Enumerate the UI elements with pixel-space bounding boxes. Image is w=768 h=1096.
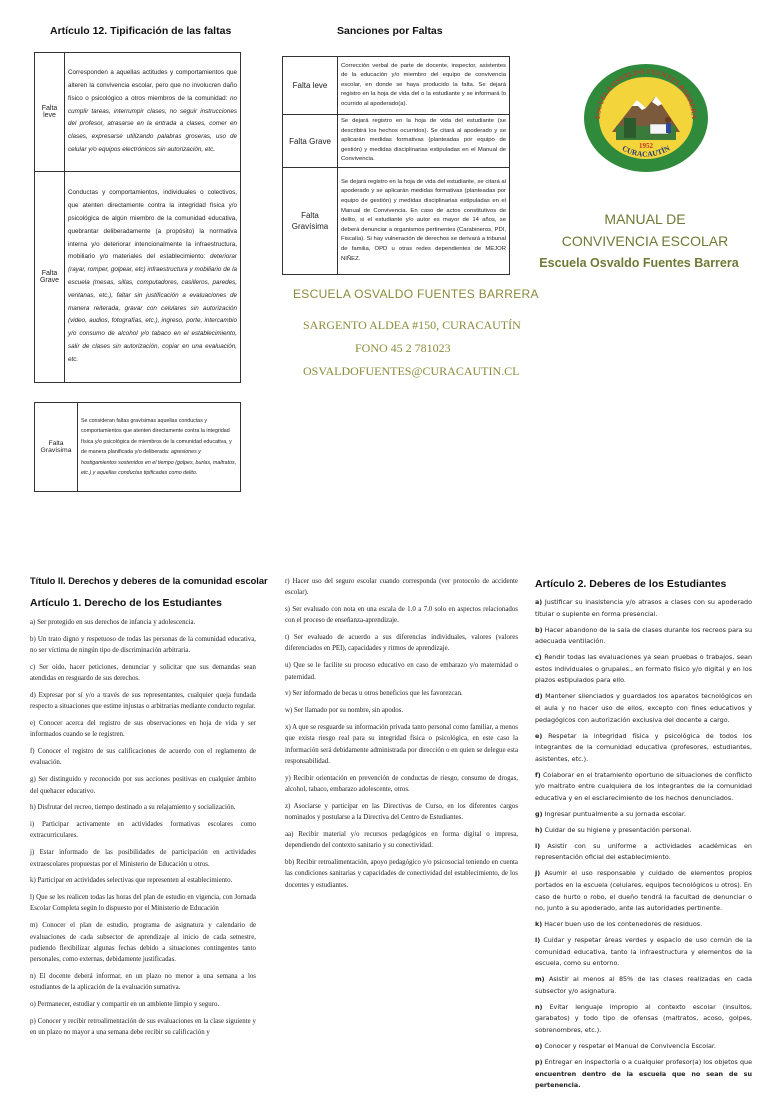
- table-row: [35, 53, 241, 172]
- art1-title: Artículo 1. Derecho de los Estudiantes: [30, 597, 222, 609]
- list-item: [535, 691, 752, 726]
- item-text: Asumir el uso responsable y cuidado de elementos propios portados en la escuela (celulares, equipos tecnológicos u otros). En caso de hurto o robo, el dueño tendrá la facultad de denunciar o no, junto a su apoderado, ante las autoridades pertinente.: [535, 869, 752, 913]
- art12-title: Artículo 12. Tipificación de las faltas: [50, 25, 232, 37]
- item-key: n): [535, 1002, 543, 1011]
- list-item: bb) Recibir retroalimentación, apoyo pedagógico y/o psicosocial teniendo en cuenta las condiciones sanitarias y capacidades de conectividad del establecimiento, de los docentes y estudiantes.: [285, 858, 518, 889]
- sanciones-title: Sanciones por Faltas: [337, 25, 443, 37]
- contact-email: OSVALDOFUENTES@CURACAUTIN.CL: [303, 364, 520, 378]
- list-item: [535, 919, 752, 931]
- item-text: Evitar lenguaje impropio al contexto escolar (insultos, garabatos) y todo tipo de ofensas (maltratos, acoso, golpes, sobrenombres, etc.).: [535, 1002, 752, 1035]
- logo-top-text: ESCUELA OSVALDO FUENTES BARRERA: [593, 67, 699, 120]
- list-item: s) Ser evaluado con nota en una escala de 1.0 a 7.0 solo en aspectos relacionados con el proceso de enseñanza-aprendizaje.: [285, 606, 518, 625]
- item-text: Asistir con su uniforme a actividades académicas en representación oficial del establecimiento.: [535, 841, 752, 862]
- item-key: p): [535, 1058, 543, 1067]
- list-item: j) Estar informado de las posibilidades de participación en actividades extraescolares propuestas por el Ministerio de Educación u otros.: [30, 849, 256, 868]
- text-segment: no cumplir tareas, interrumpir clases, no seguir instrucciones del profesor, atrasarse en la entrada a clases, comer en clases, expresarse utilizando palabras groseras, uso de celular y/o equipos electrónicos sin autorización, etc.: [68, 94, 237, 153]
- faltas-table: [34, 52, 241, 383]
- falta-gravisima-label: Falta Gravísima: [35, 403, 78, 492]
- item-text: Colaborar en el tratamiento oportuno de situaciones de conflicto y/o maltrato entre cualquiera de los integrantes de la comunidad educativa y en el esclarecimiento de los hechos denunciados.: [535, 770, 752, 802]
- list-item: i) Participar activamente en actividades formativas escolares como extracurriculares.: [30, 821, 256, 840]
- item-text: Ingresar puntualmente a su jornada escolar.: [542, 809, 686, 818]
- item-key: f): [535, 770, 541, 779]
- list-item: aa) Recibir material y/o recursos pedagógicos en forma digital o impresa, dependiendo del contexto sanitario y su conectividad.: [285, 830, 518, 850]
- sancion-gravisima-text: Se dejará registro en la hoja de vida del estudiante, se citará al apoderado y se aplicarán medidas formativas (planteadas por equipo de gestión) y medidas disciplinarias estipuladas en el Manual de Convivencia. En caso de actos constitutivos de delito, si el estudiante y/o autor es mayor de 14 años, se deberá denunciar a organismos pertinentes (Carabineros, PDI, Fiscalía). Si hay vulneración de derechos se derivará a tribunal de familia, OPD u otras redes dependientes de MEJOR NIÑEZ.: [338, 168, 510, 275]
- item-text: Cuidar de su higiene y presentación personal.: [542, 825, 692, 834]
- table-row: [35, 403, 241, 492]
- item-key: k): [535, 920, 543, 929]
- list-item: t) Ser evaluado de acuerdo a sus diferencias individuales, valores (valores diferenciados en PEI), capacidades y ritmos de aprendizaje.: [285, 634, 518, 653]
- falta-leve-desc: [65, 53, 241, 172]
- list-item: w) Ser llamado por su nombre, sin apodos.: [285, 707, 404, 715]
- sanciones-table: [282, 56, 510, 275]
- item-text: Justificar su inasistencia y/o atrasos a clases con su apoderado titular o suplente en forma presencial.: [535, 598, 752, 618]
- contact-school: ESCUELA OSVALDO FUENTES BARRERA: [293, 287, 539, 301]
- cover-line1: MANUAL DE: [604, 211, 686, 227]
- list-item: [535, 1002, 752, 1037]
- list-item: [535, 809, 752, 821]
- list-item: e) Conocer acerca del registro de sus observaciones en hoja de vida y ser informados cuando se le registren.: [30, 720, 256, 739]
- item-text: Entregar en inspectoría o a cualquier profesor(a) los objetos que: [542, 1058, 752, 1067]
- logo-year: 1952: [639, 142, 653, 150]
- list-item: y) Recibir orientación en prevención de conductas de riesgo, consumo de drogas, alcohol, tabaco, embarazo adolescente, otros.: [285, 774, 518, 793]
- falta-gravisima-desc: [78, 403, 241, 492]
- item-text: Hacer abandono de la sala de clases durante los recreos para su adecuada ventilación.: [535, 625, 752, 646]
- cover-line2: CONVIVENCIA ESCOLAR: [561, 233, 729, 249]
- gravisima-table: [34, 402, 241, 492]
- contact-phone: FONO 45 2 781023: [355, 341, 451, 355]
- list-item: [535, 1041, 752, 1053]
- item-text: Respetar la integridad física y psicológica de todos los integrantes de la comunidad educativa (profesores, estudiantes, asistentes, etc.).: [535, 731, 752, 763]
- sancion-leve-label: Falta leve: [283, 57, 338, 115]
- list-item: v) Ser informado de becas u otros beneficios que les favorezcan.: [285, 690, 463, 698]
- item-key: o): [535, 1042, 543, 1051]
- list-item: a) Ser protegido en sus derechos de infancia y adolescencia.: [30, 619, 196, 626]
- list-item: b) Un trato digno y respetuoso de todas las personas de la comunidad educativa, no ser víctima de ningún tipo de discriminación arbitraria.: [30, 635, 256, 655]
- table-row: [283, 57, 510, 115]
- list-item: [535, 597, 752, 620]
- falta-leve-label: Falta leve: [35, 53, 65, 172]
- item-text: Rendir todas las evaluaciones ya sean pruebas o trabajos, sean estos individuales o grupales., en formato físico y/o digital y en los plazos estipulados para ello.: [535, 653, 752, 685]
- deberes-list: [535, 597, 752, 1096]
- list-item: [535, 841, 752, 864]
- sancion-grave-text: Se dejará registro en la hoja de vida del estudiante (se describirá los hechos ocurridos). Se citará al apoderado y se aplicarán medidas formativas (planteadas por equipo de gestión) y medidas disciplinarias estipuladas en el Manual de Convivencia.: [338, 115, 510, 168]
- list-item: [535, 770, 752, 805]
- list-item: m) Conocer el plan de estudio, programa de asignatura y calendario de evaluaciones de cada subsector de aprendizaje al inicio de cada semestre, pudiendo flexibilizar algunas fechas debido a situaciones contingentes tanto personales, como externas, debidamente justificadas.: [30, 922, 256, 964]
- item-key: b): [535, 625, 543, 634]
- text-segment: agresiones y hostigamientos sostenidos en el tiempo (golpes, burlas, maltratos, etc.) y aquellas conductas tipificadas como delito.: [81, 449, 237, 476]
- sancion-leve-text: Corrección verbal de parte de docente, inspector, asistentes de la educación y/o miembro del equipo de convivencia escolar, en donde se haya producido la falta. Se dejará registro en la hoja de vida del o la estudiante y se informará lo ocurrido al apoderado(a).: [338, 57, 510, 115]
- item-key: a): [535, 598, 543, 606]
- derechos-col2: [285, 576, 518, 896]
- titulo2-title: Título II. Derechos y deberes de la comunidad escolar: [30, 576, 268, 586]
- item-key: e): [535, 731, 543, 740]
- item-key: l): [535, 936, 541, 945]
- list-item: o) Permanecer, estudiar y compartir en un ambiente limpio y seguro.: [30, 1001, 220, 1009]
- list-item: n) El docente deberá informar, en un plazo no menor a una semana a los estudiantes de la aplicación de la evaluación sumativa.: [30, 972, 256, 992]
- list-item: k) Participar en actividades selectivas que representen al establecimiento.: [30, 877, 233, 885]
- list-item: [535, 1057, 752, 1092]
- list-item: [535, 974, 752, 997]
- text-segment: deteriorar (rayar, romper, golpear, etc) infraestructura y mobiliario de la escuela (mesas, sillas, computadores, casilleros, paredes, ventanas, etc.), faltar sin justificación a evaluaciones de manera reiterada, gravar con celulares sin autorización (video, audios, fotografías, etc.), ingreso, porte, intercambio y/o consumo de alcohol y/o tabaco en el establecimiento, salir de clases sin autorización, copiar en una evaluación, etc.: [68, 253, 237, 363]
- derechos-col1: [30, 617, 256, 1044]
- item-key: h): [535, 825, 543, 834]
- item-key: g): [535, 809, 543, 818]
- item-key: c): [535, 653, 542, 662]
- list-item: h) Disfrutar del recreo, tiempo destinado a su relajamiento y socialización.: [30, 804, 236, 812]
- list-item: [535, 825, 752, 837]
- logo-bottom-text: CURACAUTÍN: [620, 143, 672, 159]
- contact-address: SARGENTO ALDEA #150, CURACAUTÍN: [303, 318, 521, 332]
- item-text: Conocer y respetar el Manual de Convivencia Escolar.: [542, 1042, 716, 1051]
- item-bold-text: encuentren dentro de la escuela que no sean de su pertenencia.: [535, 1069, 752, 1090]
- list-item: p) Conocer y recibir retroalimentación de sus evaluaciones en la clase siguiente y en un plazo no mayor a una semana debe recibir su calificación y: [30, 1017, 256, 1037]
- sancion-gravisima-label: Falta Gravísima: [283, 168, 338, 275]
- art2-title: Artículo 2. Deberes de los Estudiantes: [535, 578, 727, 590]
- table-row: [35, 172, 241, 383]
- list-item: l) Que se les realicen todas las horas del plan de estudio en vigencia, con Jornada Escolar Completa según lo dispuesto por el Ministerio de Educación: [30, 894, 256, 913]
- list-item: g) Ser distinguido y reconocido por sus acciones positivas en cualquier ámbito del quehacer educativo.: [30, 776, 256, 795]
- text-segment: Se consideran faltas gravísimas aquellas conductas y comportamientos que atenten directamente contra la integridad física y/o psicológica de miembros de la comunidad educativa, y de manera planificada y/o deliberada:: [81, 417, 232, 455]
- list-item: x) A que se resguarde su información privada tanto personal como familiar, a menos que exista riesgo real para su integridad física o psicológica, en este caso la información será debidamente administrada por dirección o en quien se delegue esta responsabilidad.: [285, 723, 518, 765]
- list-item: [535, 868, 752, 914]
- list-item: f) Conocer el registro de sus calificaciones de acuerdo con el reglamento de evaluación.: [30, 748, 256, 767]
- list-item: [535, 935, 752, 970]
- item-text: Mantener silenciados y guardados los aparatos tecnológicos en el aula y no hacer uso de ellos, excepto con fines educativos y pedagógicos con autorización exclusiva del docente a cargo.: [535, 692, 752, 724]
- item-key: j): [535, 869, 541, 878]
- list-item: c) Ser oído, hacer peticiones, denunciar y solicitar que sus demandas sean atendidas en resguardo de sus derechos.: [30, 663, 256, 683]
- text-segment: Conductas y comportamientos, individuales o colectivos, que atenten directamente contra la integridad física y/o psicológica de algún miembro de la comunidad educativa, quebrantar deliberadamente (a propósito) la normativa interna y/o deteriorar intencionalmente la infraestructura, mobiliario y/o materiales del establecimiento:: [68, 189, 237, 261]
- table-row: [283, 168, 510, 275]
- list-item: [535, 652, 752, 687]
- item-key: d): [535, 692, 543, 701]
- cover-line3: Escuela Osvaldo Fuentes Barrera: [539, 256, 739, 270]
- list-item: d) Expresar por sí y/o a través de sus representantes, cualquier queja fundada respecto a situaciones que estime injustas o arbitrarias mediante conducto regular.: [30, 691, 256, 711]
- sancion-grave-label: Falta Grave: [283, 115, 338, 168]
- list-item: u) Que se le facilite su proceso educativo en caso de embarazo y/o maternidad o paternidad.: [285, 662, 518, 681]
- table-row: [283, 115, 510, 168]
- item-text: Cuidar y respetar áreas verdes y espacio de uso común de la comunidad educativa, tanto la infraestructura y elementos de la escuela, como su entorno.: [535, 936, 752, 968]
- item-key: m): [535, 975, 545, 984]
- text-segment: Corresponden a aquellas actitudes y comportamientos que alteren la convivencia escolar, pero que no involucren daño físico o psicológico a otros miembros de la comunidad:: [68, 69, 237, 102]
- list-item: [535, 731, 752, 766]
- item-text: Asistir al menos al 85% de las clases realizadas en cada subsector y/o asignatura.: [535, 975, 752, 995]
- school-logo: [582, 62, 710, 174]
- list-item: [535, 625, 752, 648]
- list-item: z) Asociarse y participar en las Directivas de Curso, en los diferentes cargos nominados y postularse a la Directiva del Centro de Estudiantes.: [285, 802, 518, 822]
- item-key: i): [535, 841, 541, 850]
- falta-grave-desc: [65, 172, 241, 383]
- item-text: Hacer buen uso de los contenedores de residuos.: [542, 920, 703, 929]
- list-item: r) Hacer uso del seguro escolar cuando corresponda (ver protocolo de accidente escolar).: [285, 578, 518, 597]
- falta-grave-label: Falta Grave: [35, 172, 65, 383]
